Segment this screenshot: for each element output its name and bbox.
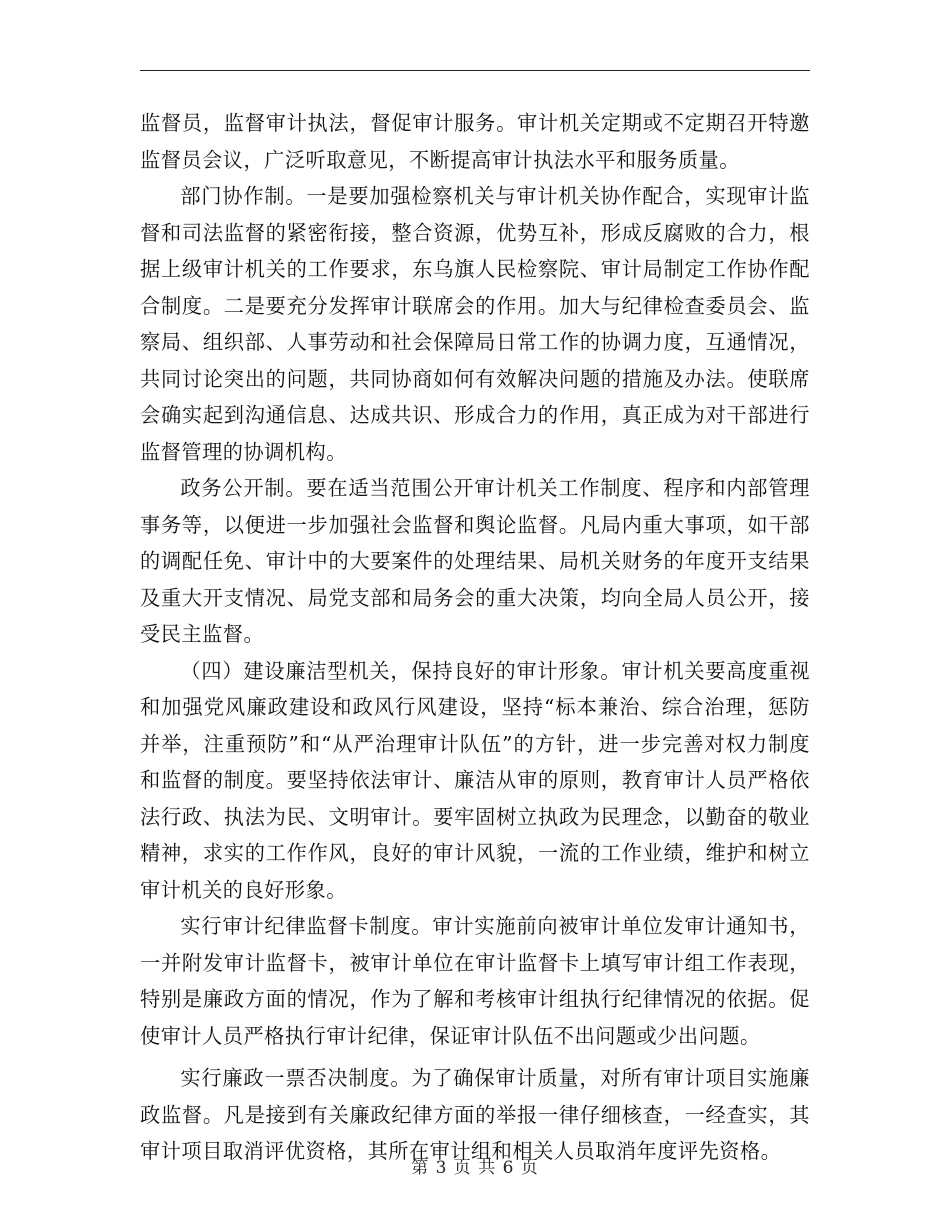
paragraph-discipline-supervision-card: 实行审计纪律监督卡制度。审计实施前向被审计单位发审计通知书，一并附发审计监督卡，被审计单位在审计监督卡上填写审计组工作表现，特别是廉政方面的情况，作为了解和考核审计组执行纪律情况的依据。促使审计人员严格执行审计纪律，保证审计队伍不出问题或少出问题。 [140,914,810,1048]
paragraph-government-affairs-openness: 政务公开制。要在适当范围公开审计机关工作制度、程序和内部管理事务等，以便进一步加强社会监督和舆论监督。凡局内重大事项，如干部的调配任免、审计中的大要案件的处理结果、局机关财务的年度开支结果及重大开支情况、局党支部和局务会的重大决策，均向全局人员公开，接受民主监督。 [140,476,810,646]
document-body [140,105,810,1170]
header-rule [140,70,810,71]
paragraph-one-vote-veto: 实行廉政一票否决制度。为了确保审计质量，对所有审计项目实施廉政监督。凡是接到有关廉政纪律方面的举报一律仔细核查，一经查实，其审计项目取消评优资格，其所在审计组和相关人员取消年度评先资格。 [140,1066,810,1163]
paragraph-department-cooperation: 部门协作制。一是要加强检察机关与审计机关协作配合，实现审计监督和司法监督的紧密衔接，整合资源，优势互补，形成反腐败的合力，根据上级审计机关的工作要求，东乌旗人民检察院、审计局制定工作协作配合制度。二是要充分发挥审计联席会的作用。加大与纪律检查委员会、监察局、组织部、人事劳动和社会保障局日常工作的协调力度，互通情况，共同讨论突出的问题，共同协商如何有效解决问题的措施及办法。使联席会确实起到沟通信息、达成共识、形成合力的作用，真正成为对干部进行监督管理的协调机构。 [140,184,810,464]
page-number-footer: 第 3 页 共 6 页 [411,1158,539,1178]
paragraph-clean-government-agency: （四）建设廉洁型机关，保持良好的审计形象。审计机关要高度重视和加强党风廉政建设和政风行风建设，坚持“标本兼治、综合治理，惩防并举，注重预防”和“从严治理审计队伍”的方针，进一步完善对权力制度和监督的制度。要坚持依法审计、廉洁从审的原则，教育审计人员严格依法行政、执法为民、文明审计。要牢固树立执政为民理念，以勤奋的敬业精神，求实的工作作风，良好的审计风貌，一流的工作业绩，维护和树立审计机关的良好形象。 [140,658,810,902]
paragraph-supervisors-continued: 监督员，监督审计执法，督促审计服务。审计机关定期或不定期召开特邀监督员会议，广泛听取意见，不断提高审计执法水平和服务质量。 [140,111,810,172]
